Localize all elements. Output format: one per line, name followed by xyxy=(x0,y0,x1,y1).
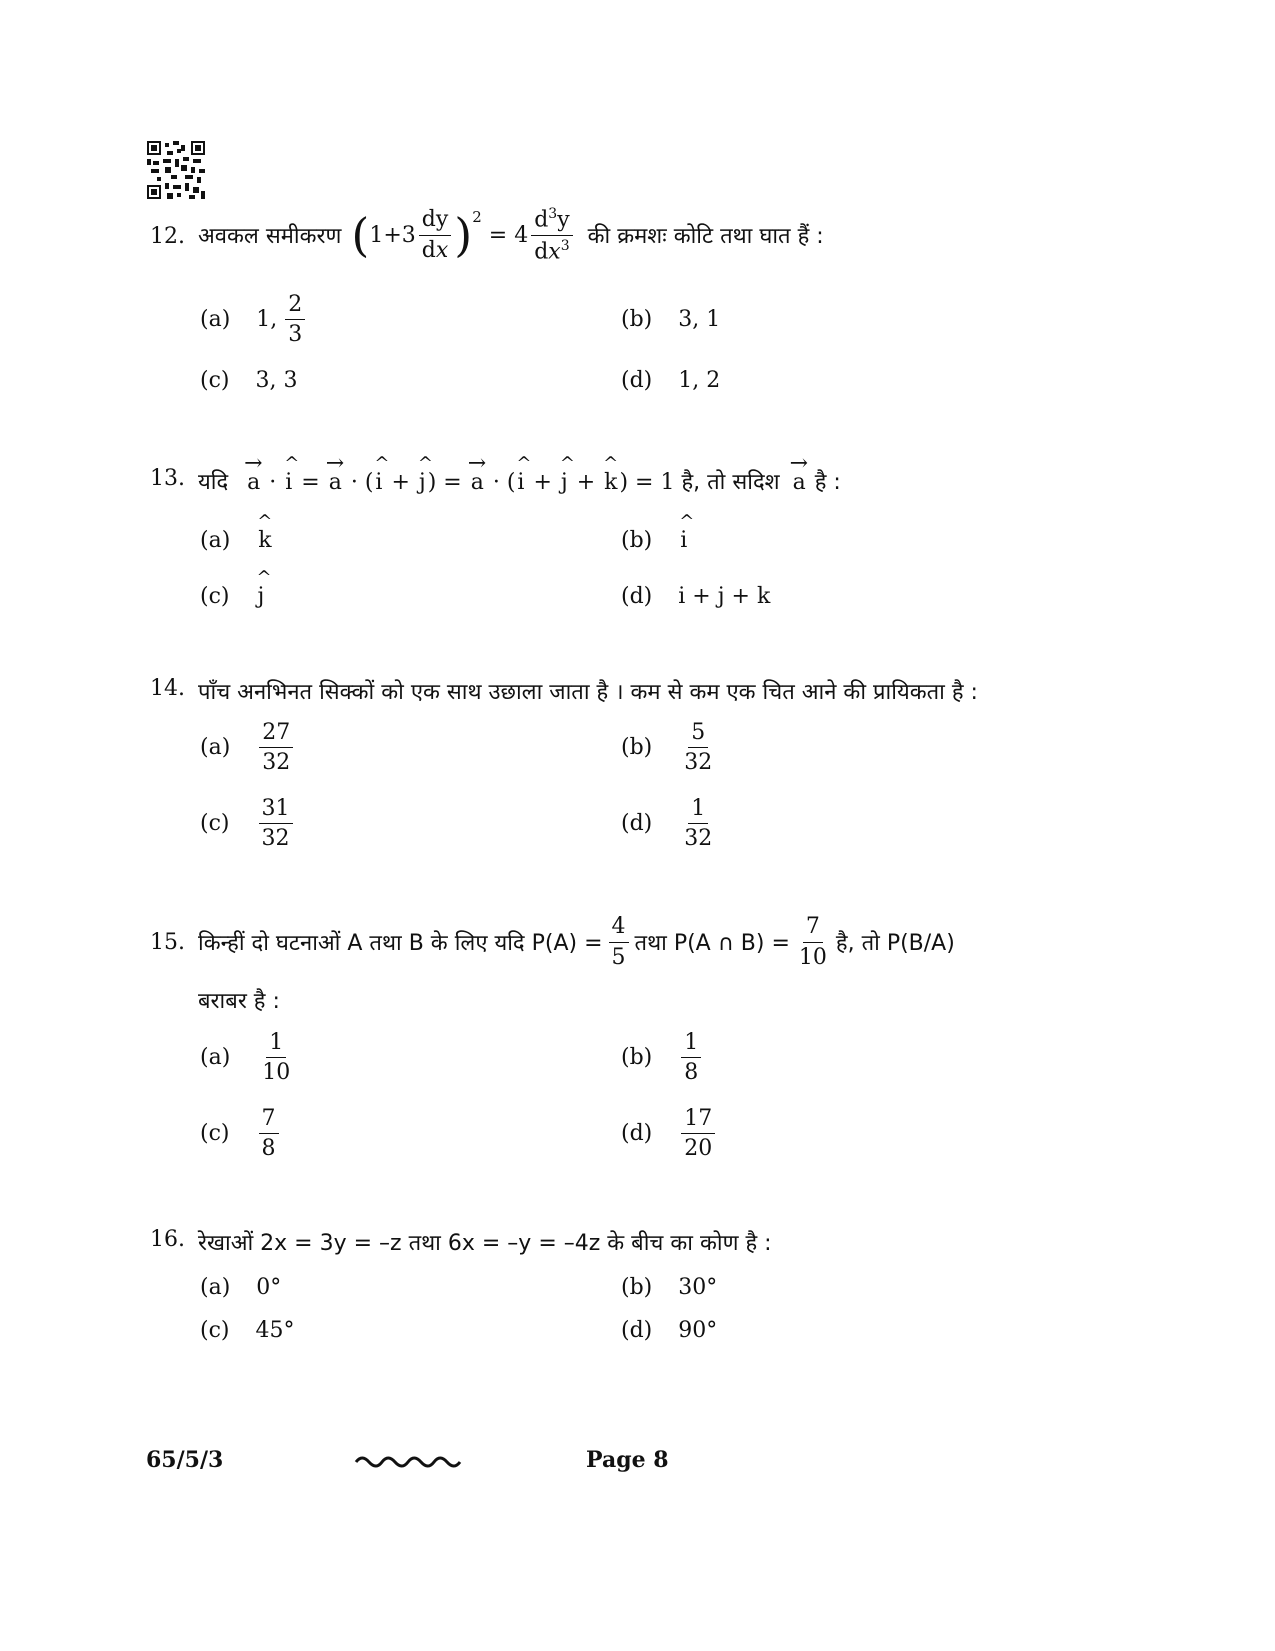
option-frac-den: 3 xyxy=(288,322,303,348)
option-frac-den: 10 xyxy=(262,1060,291,1086)
q12-option-d[interactable] xyxy=(621,368,720,393)
question-13-equation: → a · ^ i = → a · (^ i + ^ j) = → a · (^ i + ^ j + ^ k) = 1 xyxy=(245,470,681,495)
question-15-text-part2: तथा P(A ∩ B) = xyxy=(634,931,790,956)
question-12-equation: ( 1+3 $\frac{dy}{dx}$ ) $^2$ = 4 $\frac{d^3y}{dx^3}$ xyxy=(351,206,575,264)
option-text: 3, 3 xyxy=(255,368,298,393)
qr-code xyxy=(147,141,205,199)
option-label: (c) xyxy=(200,584,230,609)
q15-frac2-num: 7 xyxy=(803,914,823,942)
question-15-number: 15. xyxy=(150,930,185,955)
option-label: (b) xyxy=(621,735,653,761)
question-15-text-line2: बराबर है : xyxy=(198,989,280,1014)
option-frac-num: 2 xyxy=(285,292,305,320)
q15-frac1-num: 4 xyxy=(609,914,629,942)
question-14-text: पाँच अनभिनत सिक्कों को एक साथ उछाला जाता है । कम से कम एक चित आने की प्रायिकता है : xyxy=(198,680,978,705)
q16-option-a[interactable] xyxy=(200,1275,281,1300)
option-text: 30° xyxy=(678,1275,718,1300)
option-frac-den: 32 xyxy=(684,750,713,776)
option-text: 1, xyxy=(256,307,278,333)
option-label: (c) xyxy=(200,368,230,393)
option-text: 0° xyxy=(256,1275,282,1300)
option-frac-den: 8 xyxy=(684,1060,699,1086)
question-15-text-part3: है, तो P(B/A) xyxy=(835,931,955,956)
option-label: (c) xyxy=(200,1318,230,1343)
option-text: ^ j xyxy=(256,584,267,609)
question-12-text-after: की क्रमशः कोटि तथा घात हैं : xyxy=(587,224,824,249)
option-label: (d) xyxy=(621,368,653,393)
option-label: (d) xyxy=(621,584,653,609)
option-text: i + j + k xyxy=(678,584,771,609)
option-frac-num: 31 xyxy=(259,796,293,824)
question-16-text: रेखाओं 2x = 3y = –z तथा 6x = –y = –4z के बीच का कोण है : xyxy=(198,1231,772,1256)
option-label: (c) xyxy=(200,1121,230,1147)
option-frac-num: 5 xyxy=(688,720,708,748)
option-text: 90° xyxy=(678,1318,718,1343)
q13-option-b[interactable] xyxy=(621,528,689,553)
q15-option-d[interactable] xyxy=(621,1106,718,1162)
q13-option-a[interactable] xyxy=(200,528,274,553)
option-frac-den: 20 xyxy=(684,1136,713,1162)
option-label: (a) xyxy=(200,528,231,553)
vector-a: → a xyxy=(791,470,808,495)
wave-separator-icon xyxy=(354,1452,462,1472)
question-13-text xyxy=(198,466,841,496)
option-label: (d) xyxy=(621,811,653,837)
option-text: 1, 2 xyxy=(678,368,721,393)
option-text: ^ k xyxy=(256,528,273,553)
q14-option-c[interactable] xyxy=(200,796,296,852)
question-15-text-part1: किन्हीं दो घटनाओं A तथा B के लिए यदि P(A) = xyxy=(198,931,603,956)
q15-option-c[interactable] xyxy=(200,1106,282,1162)
q13-option-c[interactable] xyxy=(200,584,266,609)
question-16-number: 16. xyxy=(150,1227,185,1252)
option-label: (b) xyxy=(621,307,653,332)
page-number: Page 8 xyxy=(586,1447,669,1473)
option-frac-num: 1 xyxy=(681,1030,701,1058)
option-frac-den: 32 xyxy=(684,826,713,852)
option-frac-num: 1 xyxy=(688,796,708,824)
q14-option-d[interactable] xyxy=(621,796,718,852)
q13-option-d[interactable] xyxy=(621,584,770,609)
question-13-text-end: है : xyxy=(814,470,841,495)
question-12-text xyxy=(198,200,824,270)
option-frac-den: 8 xyxy=(261,1136,276,1162)
q14-option-b[interactable] xyxy=(621,720,718,776)
option-label: (d) xyxy=(621,1121,653,1147)
option-text: 3, 1 xyxy=(678,307,721,332)
option-label: (c) xyxy=(200,811,230,837)
option-frac-num: 17 xyxy=(681,1106,715,1134)
option-frac-num: 7 xyxy=(259,1106,279,1134)
question-15-text xyxy=(198,910,955,974)
question-13-number: 13. xyxy=(150,466,185,491)
question-12-number: 12. xyxy=(150,224,185,249)
option-text: 45° xyxy=(255,1318,295,1343)
option-label: (d) xyxy=(621,1318,653,1343)
option-frac-den: 32 xyxy=(262,750,291,776)
option-frac-num: 27 xyxy=(259,720,293,748)
q12-option-b[interactable] xyxy=(621,307,720,332)
question-13-text-before: यदि xyxy=(198,470,229,495)
question-14-number: 14. xyxy=(150,676,185,701)
q16-option-d[interactable] xyxy=(621,1318,717,1343)
q15-frac1-den: 5 xyxy=(611,944,626,970)
q12-option-a[interactable] xyxy=(200,292,308,348)
q16-option-b[interactable] xyxy=(621,1275,717,1300)
option-label: (a) xyxy=(200,1045,231,1071)
q15-option-b[interactable] xyxy=(621,1030,704,1086)
option-frac-den: 32 xyxy=(261,826,290,852)
q15-frac2-den: 10 xyxy=(798,944,827,970)
option-label: (b) xyxy=(621,1275,653,1300)
option-label: (b) xyxy=(621,1045,653,1071)
question-12-text-before: अवकल समीकरण xyxy=(198,224,342,249)
question-13-text-after: है, तो सदिश xyxy=(681,470,780,495)
q16-option-c[interactable] xyxy=(200,1318,295,1343)
option-frac-num: 1 xyxy=(266,1030,286,1058)
q12-option-c[interactable] xyxy=(200,368,297,393)
q14-option-a[interactable] xyxy=(200,720,296,776)
paper-code: 65/5/3 xyxy=(146,1447,224,1473)
option-label: (b) xyxy=(621,528,653,553)
option-label: (a) xyxy=(200,1275,231,1300)
option-label: (a) xyxy=(200,735,231,761)
option-text: ^ i xyxy=(678,528,689,553)
option-label: (a) xyxy=(200,307,231,333)
q15-option-a[interactable] xyxy=(200,1030,296,1086)
